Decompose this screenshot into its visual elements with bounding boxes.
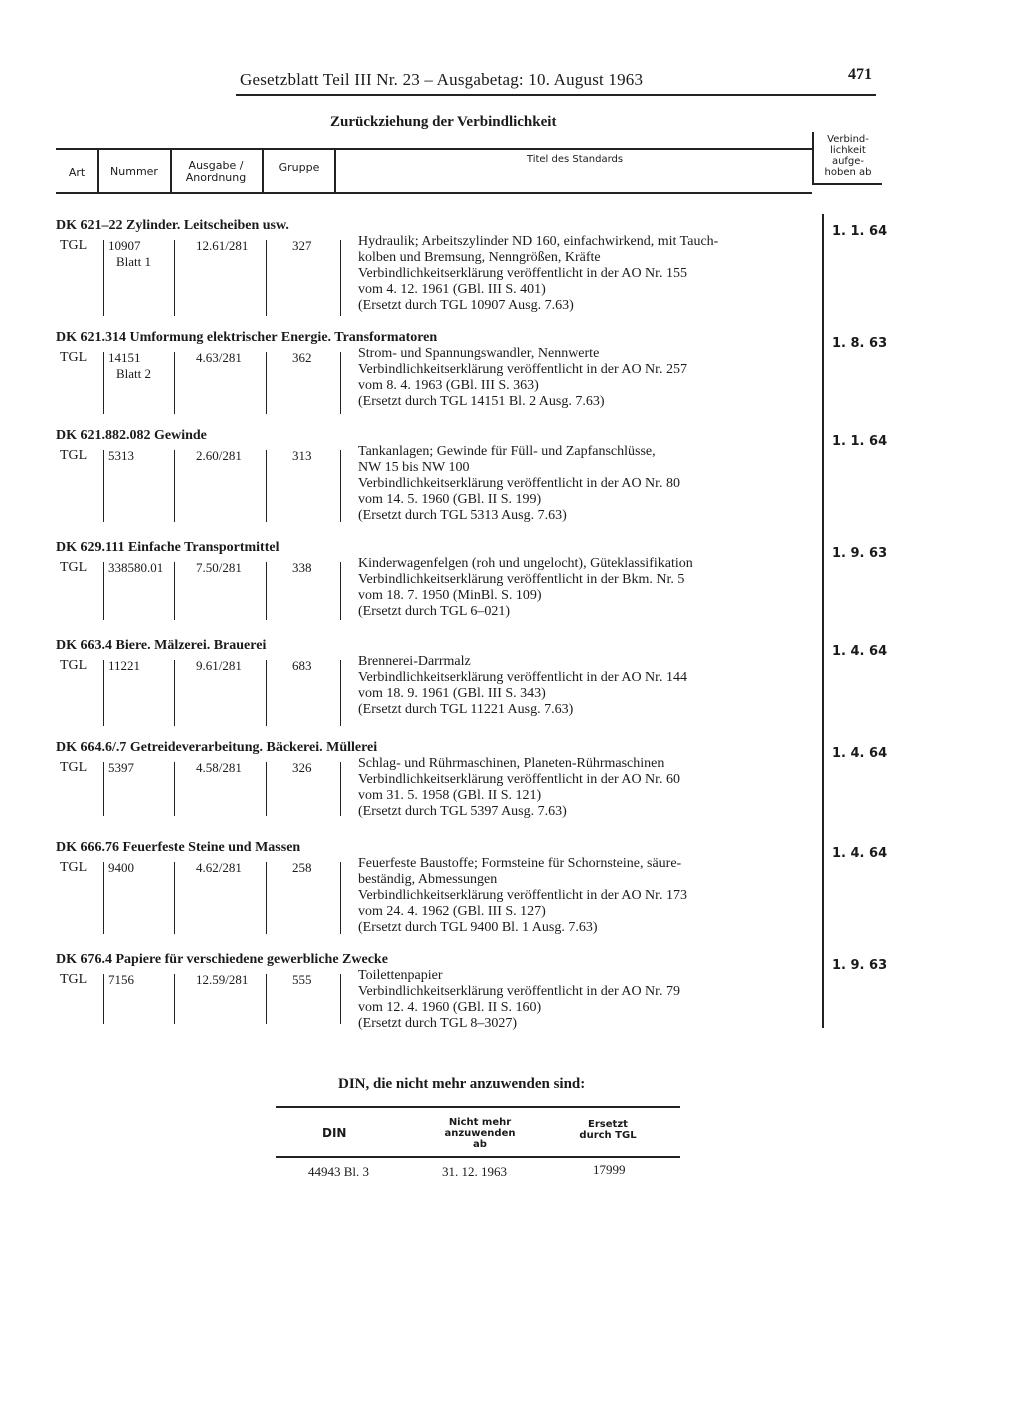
title-line: vom 12. 4. 1960 (GBl. II S. 160): [358, 1000, 542, 1015]
page-header-title: Gesetzblatt Teil III Nr. 23 – Ausgabetag: 10. August 1963: [240, 70, 644, 89]
title-line: kolben und Bremsung, Nenngrößen, Kräfte: [358, 250, 601, 265]
title-line: NW 15 bis NW 100: [358, 460, 470, 475]
ausgabe-cell: 12.59/281: [196, 972, 249, 987]
title-line: (Ersetzt durch TGL 5397 Ausg. 7.63): [358, 804, 567, 819]
date-cell: 1. 1. 64: [832, 434, 888, 449]
title-line: (Ersetzt durch TGL 9400 Bl. 1 Ausg. 7.63): [358, 920, 598, 935]
title-line: Hydraulik; Arbeitszylinder ND 160, einfachwirkend, mit Tauch-: [358, 234, 719, 249]
title-line: (Ersetzt durch TGL 10907 Ausg. 7.63): [358, 298, 574, 313]
title-line: Verbindlichkeitserklärung veröffentlicht in der AO Nr. 60: [358, 772, 681, 787]
title-line: Feuerfeste Baustoffe; Formsteine für Schornsteine, säure-: [358, 856, 682, 871]
din-section-title: DIN, die nicht mehr anzuwenden sind:: [338, 1076, 586, 1092]
column-divider: [103, 762, 104, 816]
column-divider: [174, 562, 175, 620]
gruppe-cell: 555: [292, 972, 312, 987]
title-line: vom 14. 5. 1960 (GBl. II S. 199): [358, 492, 542, 507]
nummer-blatt-cell: Blatt 2: [116, 366, 152, 381]
page-number: 471: [848, 66, 872, 83]
title-line: (Ersetzt durch TGL 11221 Ausg. 7.63): [358, 702, 574, 717]
column-divider: [103, 862, 104, 934]
column-divider: [340, 660, 341, 726]
column-divider: [340, 562, 341, 620]
dk-heading: DK 621.882.082 Gewinde: [56, 428, 207, 443]
nummer-blatt-cell: Blatt 1: [116, 254, 152, 269]
col-art: Art: [68, 166, 86, 179]
title-line: Verbindlichkeitserklärung veröffentlicht in der Bkm. Nr. 5: [358, 572, 685, 587]
ausgabe-cell: 4.62/281: [196, 860, 242, 875]
column-divider: [340, 352, 341, 414]
title-line: (Ersetzt durch TGL 6–021): [358, 604, 511, 619]
col-verb-line: Verbind-: [827, 134, 869, 145]
nummer-cell: 11221: [108, 658, 141, 673]
column-divider: [103, 352, 104, 414]
date-cell: 1. 4. 64: [832, 846, 888, 861]
column-divider: [174, 660, 175, 726]
col-ausgabe-line: Ausgabe /: [188, 159, 244, 172]
dk-heading: DK 676.4 Papiere für verschiedene gewerbliche Zwecke: [56, 952, 388, 967]
date-cell: 1. 4. 64: [832, 644, 888, 659]
din-col-ersetzt-line: durch TGL: [579, 1130, 637, 1141]
din-col-din: DIN: [322, 1126, 347, 1140]
title-line: vom 4. 12. 1961 (GBl. III S. 401): [358, 282, 546, 297]
column-divider: [103, 450, 104, 522]
column-divider: [266, 862, 267, 934]
header-divider: [262, 150, 264, 192]
title-line: Tankanlagen; Gewinde für Füll- und Zapfanschlüsse,: [358, 444, 656, 459]
ausgabe-cell: 12.61/281: [196, 238, 249, 253]
ausgabe-cell: 9.61/281: [196, 658, 242, 673]
art-cell: TGL: [60, 760, 88, 775]
column-divider: [340, 450, 341, 522]
column-divider: [340, 862, 341, 934]
col-ausgabe: [172, 160, 260, 184]
ausgabe-cell: 4.63/281: [196, 350, 242, 365]
gruppe-cell: 258: [292, 860, 312, 875]
title-line: vom 24. 4. 1962 (GBl. III S. 127): [358, 904, 546, 919]
art-cell: TGL: [60, 560, 88, 575]
column-divider: [266, 562, 267, 620]
din-row-tgl: 17999: [593, 1162, 626, 1177]
title-line: vom 31. 5. 1958 (GBl. II S. 121): [358, 788, 542, 803]
dk-heading: DK 621.314 Umformung elektrischer Energie. Transformatoren: [56, 330, 438, 345]
column-divider: [340, 974, 341, 1024]
nummer-cell: 338580.01: [108, 560, 164, 575]
column-divider: [103, 660, 104, 726]
din-col-nicht-line: ab: [473, 1139, 487, 1150]
nummer-cell: 5397: [108, 760, 134, 775]
art-cell: TGL: [60, 448, 88, 463]
section-title: Zurückziehung der Verbindlichkeit: [330, 114, 557, 130]
art-cell: TGL: [60, 860, 88, 875]
column-divider: [174, 450, 175, 522]
nummer-cell: 5313: [108, 448, 134, 463]
col-verb-line: lichkeit: [830, 145, 866, 156]
nummer-cell: 14151: [108, 350, 141, 365]
art-cell: TGL: [60, 350, 88, 365]
title-line: Strom- und Spannungswandler, Nennwerte: [358, 346, 600, 361]
header-divider: [97, 150, 99, 192]
ausgabe-cell: 4.58/281: [196, 760, 242, 775]
column-divider: [103, 562, 104, 620]
title-line: vom 8. 4. 1963 (GBl. III S. 363): [358, 378, 539, 393]
art-cell: TGL: [60, 972, 88, 987]
column-divider: [266, 762, 267, 816]
title-line: vom 18. 9. 1961 (GBl. III S. 343): [358, 686, 546, 701]
dk-heading: DK 663.4 Biere. Mälzerei. Brauerei: [56, 638, 267, 653]
title-line: Verbindlichkeitserklärung veröffentlicht in der AO Nr. 257: [358, 362, 688, 377]
din-col-nicht-line: anzuwenden: [444, 1128, 516, 1139]
title-line: (Ersetzt durch TGL 8–3027): [358, 1016, 518, 1031]
header-rule: [236, 94, 876, 96]
din-col-nicht-line: Nicht mehr: [448, 1117, 512, 1128]
title-line: (Ersetzt durch TGL 14151 Bl. 2 Ausg. 7.63): [358, 394, 605, 409]
title-line: Verbindlichkeitserklärung veröffentlicht in der AO Nr. 144: [358, 670, 688, 685]
date-cell: 1. 1. 64: [832, 224, 888, 239]
gruppe-cell: 338: [292, 560, 312, 575]
din-col-nicht: [438, 1117, 522, 1150]
col-verbindlichkeit: [814, 134, 882, 178]
title-line: Toilettenpapier: [358, 968, 443, 983]
column-divider: [174, 974, 175, 1024]
gruppe-cell: 683: [292, 658, 312, 673]
column-divider: [266, 352, 267, 414]
col-verb-line: aufge-: [831, 156, 865, 167]
title-line: Kinderwagenfelgen (roh und ungelocht), Güteklassifikation: [358, 556, 693, 571]
dk-heading: DK 664.6/.7 Getreideverarbeitung. Bäckerei. Müllerei: [56, 740, 378, 755]
column-divider: [174, 862, 175, 934]
header-rule-right: [812, 183, 882, 185]
title-line: Verbindlichkeitserklärung veröffentlicht in der AO Nr. 173: [358, 888, 688, 903]
column-divider: [266, 240, 267, 316]
title-line: Schlag- und Rührmaschinen, Planeten-Rührmaschinen: [358, 756, 665, 771]
title-line: Verbindlichkeitserklärung veröffentlicht in der AO Nr. 155: [358, 266, 688, 281]
gruppe-cell: 362: [292, 350, 312, 365]
column-divider: [266, 974, 267, 1024]
column-divider: [174, 762, 175, 816]
title-line: vom 18. 7. 1950 (MinBl. S. 109): [358, 588, 542, 603]
din-col-ersetzt-line: Ersetzt: [588, 1119, 628, 1130]
din-top-rule: [276, 1106, 680, 1108]
column-divider: [174, 240, 175, 316]
title-line: Verbindlichkeitserklärung veröffentlicht in der AO Nr. 80: [358, 476, 681, 491]
column-divider: [340, 762, 341, 816]
title-line: beständig, Abmessungen: [358, 872, 498, 887]
col-verb-line: hoben ab: [824, 167, 872, 178]
nummer-cell: 10907: [108, 238, 141, 253]
date-cell: 1. 9. 63: [832, 546, 888, 561]
date-column-rule: [822, 214, 824, 1028]
date-cell: 1. 8. 63: [832, 336, 888, 351]
gruppe-cell: 327: [292, 238, 312, 253]
nummer-cell: 7156: [108, 972, 134, 987]
column-divider: [103, 974, 104, 1024]
title-line: Verbindlichkeitserklärung veröffentlicht in der AO Nr. 79: [358, 984, 681, 999]
header-divider: [334, 150, 336, 192]
ausgabe-cell: 7.50/281: [196, 560, 242, 575]
dk-heading: DK 666.76 Feuerfeste Steine und Massen: [56, 840, 301, 855]
col-ausgabe-line: Anordnung: [185, 171, 247, 184]
gruppe-cell: 326: [292, 760, 312, 775]
column-divider: [266, 660, 267, 726]
title-line: (Ersetzt durch TGL 5313 Ausg. 7.63): [358, 508, 567, 523]
dk-heading: DK 629.111 Einfache Transportmittel: [56, 540, 280, 555]
art-cell: TGL: [60, 658, 88, 673]
din-header-rule: [276, 1156, 680, 1158]
date-cell: 1. 4. 64: [832, 746, 888, 761]
date-cell: 1. 9. 63: [832, 958, 888, 973]
art-cell: TGL: [60, 238, 88, 253]
col-titel: Titel des Standards: [526, 154, 624, 165]
col-gruppe: Gruppe: [278, 161, 320, 174]
column-divider: [340, 240, 341, 316]
dk-heading: DK 621–22 Zylinder. Leitscheiben usw.: [56, 218, 289, 233]
gruppe-cell: 313: [292, 448, 312, 463]
title-line: Brennerei-Darrmalz: [358, 654, 471, 669]
header-bottom-rule: [56, 192, 812, 194]
din-col-ersetzt: [574, 1119, 642, 1141]
din-row-ab: 31. 12. 1963: [442, 1164, 507, 1179]
ausgabe-cell: 2.60/281: [196, 448, 242, 463]
nummer-cell: 9400: [108, 860, 134, 875]
column-divider: [103, 240, 104, 316]
col-nummer: Nummer: [110, 165, 158, 178]
din-row-din: 44943 Bl. 3: [308, 1164, 370, 1179]
column-divider: [266, 450, 267, 522]
column-divider: [174, 352, 175, 414]
